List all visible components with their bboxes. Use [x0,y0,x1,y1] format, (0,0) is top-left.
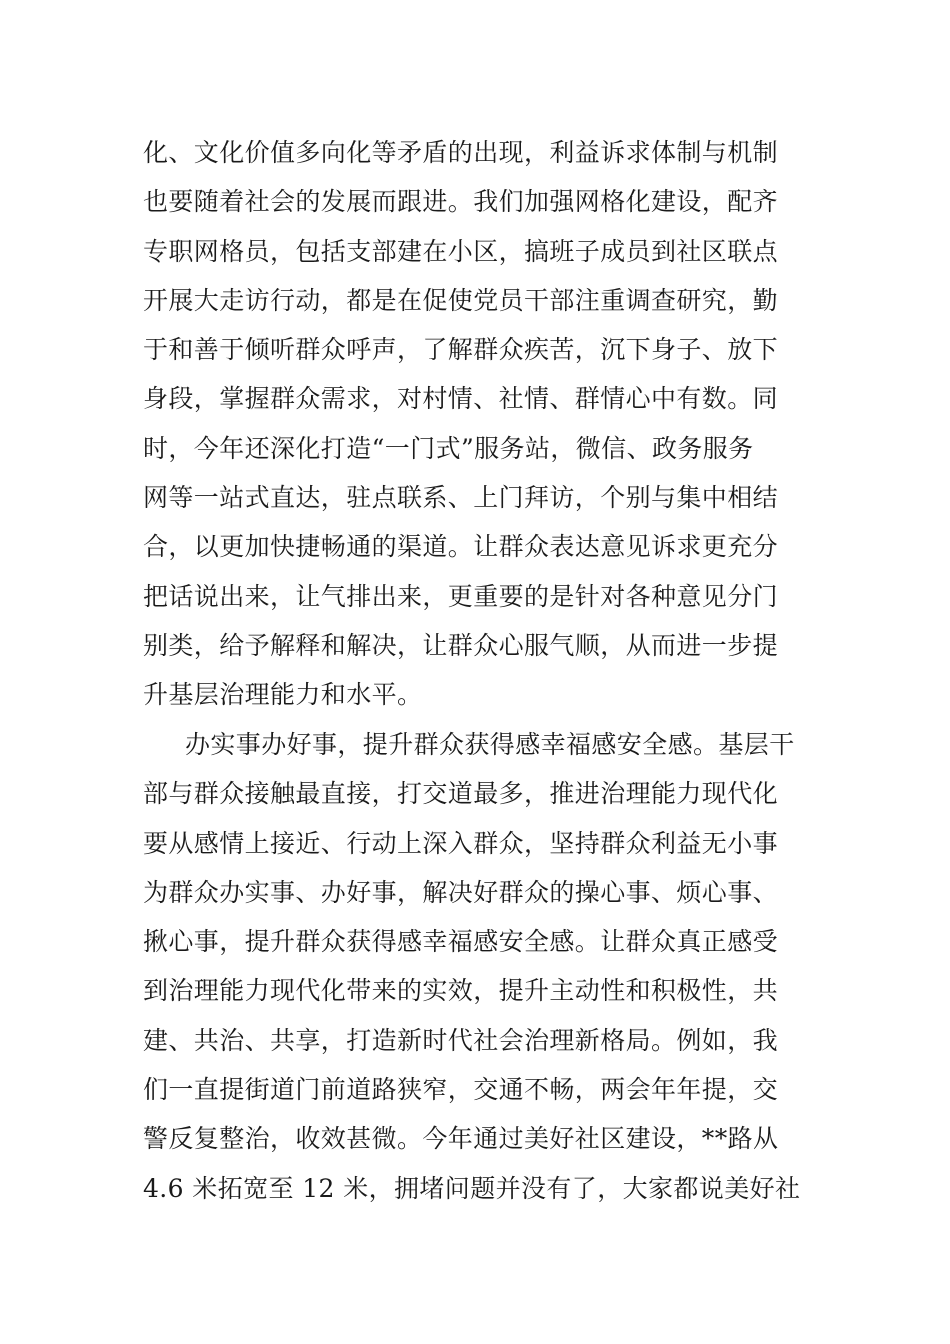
paragraph-line: 把话说出来，让气排出来，更重要的是针对各种意见分门 [143,581,779,611]
paragraph-first-line: 办实事办好事，提升群众获得感幸福感安全感。基层干 [185,730,795,759]
paragraph-2 [143,720,813,1213]
paragraph-line: 部与群众接触最直接，打交道最多，推进治理能力现代化 [143,779,779,809]
paragraph-line: 也要随着社会的发展而跟进。我们加强网格化建设，配齐 [143,187,779,217]
paragraph-line: 为群众办实事、办好事，解决好群众的操心事、烦心事、 [143,877,779,907]
paragraph-line: 别类，给予解释和解决，让群众心服气顺，从而进一步提 [143,630,779,660]
paragraph-line: 建、共治、共享，打造新时代社会治理新格局。例如，我 [143,1025,779,1055]
paragraph-line: 合，以更加快捷畅通的渠道。让群众表达意见诉求更充分 [143,532,779,562]
paragraph-line: 到治理能力现代化带来的实效，提升主动性和积极性，共 [143,976,779,1006]
paragraph-1 [143,128,813,720]
paragraph-line: 要从感情上接近、行动上深入群众，坚持群众利益无小事 [143,828,779,858]
paragraph-line: 网等一站式直达，驻点联系、上门拜访，个别与集中相结 [143,483,779,513]
paragraph-line: 警反复整治，收效甚微。今年通过美好社区建设，**路从 [143,1124,779,1154]
paragraph-line: 4.6 米拓宽至 12 米，拥堵问题并没有了，大家都说美好社 [143,1173,801,1203]
paragraph-line: 于和善于倾听群众呼声，了解群众疾苦，沉下身子、放下 [143,335,779,365]
paragraph-line: 时，今年还深化打造“一门式”服务站，微信、政务服务 [143,433,754,463]
paragraph-line: 身段，掌握群众需求，对村情、社情、群情心中有数。同 [143,384,779,414]
paragraph-line: 们一直提街道门前道路狭窄，交通不畅，两会年年提，交 [143,1075,779,1105]
paragraph-line: 揪心事，提升群众获得感幸福感安全感。让群众真正感受 [143,927,779,957]
paragraph-line: 开展大走访行动，都是在促使党员干部注重调查研究，勤 [143,285,779,315]
paragraph-line: 升基层治理能力和水平。 [143,680,423,710]
paragraph-line: 化、文化价值多向化等矛盾的出现，利益诉求体制与机制 [143,138,779,167]
paragraph-line: 专职网格员，包括支部建在小区，搞班子成员到社区联点 [143,236,779,266]
